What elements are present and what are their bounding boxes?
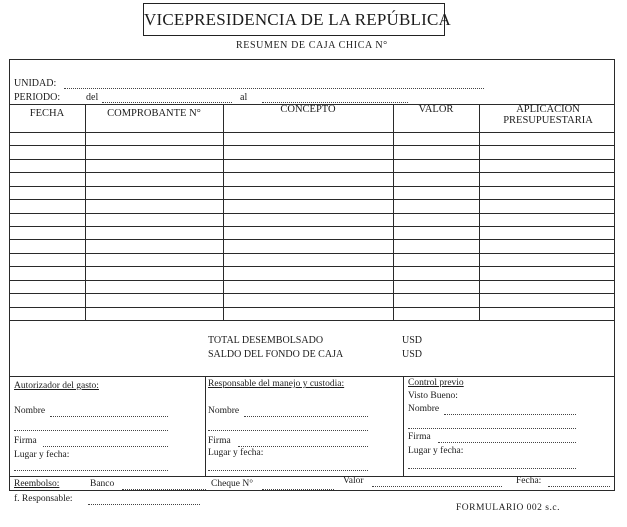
reembolso-responsable-field[interactable] (88, 504, 200, 505)
responsable-firma-field[interactable] (238, 446, 368, 447)
table-row[interactable] (9, 186, 615, 187)
column-separator (479, 104, 480, 320)
autorizador-lugar-field[interactable] (14, 470, 168, 471)
column-separator (393, 104, 394, 320)
table-row[interactable] (9, 226, 615, 227)
table-row[interactable] (9, 253, 615, 254)
table-row[interactable] (9, 213, 615, 214)
column-header-comprobante: COMPROBANTE N° (107, 108, 201, 119)
autorizador-firma-field[interactable] (43, 446, 168, 447)
reembolso-valor-label: Valor (343, 476, 364, 486)
autorizador-firma-label: Firma (14, 436, 37, 446)
responsable-lugar-label: Lugar y fecha: (208, 448, 264, 458)
responsable-heading: Responsable del manejo y custodia: (208, 379, 345, 389)
table-row[interactable] (9, 159, 615, 160)
responsable-nombre-field[interactable] (244, 416, 368, 417)
unidad-label: UNIDAD: (14, 78, 57, 89)
reembolso-valor-field[interactable] (372, 486, 502, 487)
reembolso-fecha-field[interactable] (548, 486, 610, 487)
reembolso-label: Reembolso: (14, 479, 60, 489)
control-firma-field[interactable] (438, 442, 576, 443)
control-lugar-field[interactable] (408, 468, 576, 469)
unidad-field[interactable] (64, 88, 484, 89)
periodo-al-label: al (240, 92, 248, 103)
reembolso-responsable-label: f. Responsable: (14, 494, 73, 504)
column-header-valor: VALOR (418, 104, 454, 115)
signature-separator (205, 376, 206, 476)
control-lugar-label: Lugar y fecha: (408, 446, 464, 456)
signature-separator (403, 376, 404, 476)
column-header-aplicacion: APLICACION PRESUPUESTARIA (503, 104, 593, 126)
periodo-del-label: del (86, 92, 99, 103)
periodo-label: PERIODO: (14, 92, 61, 103)
reembolso-cheque-label: Cheque N° (211, 479, 254, 489)
autorizador-heading: Autorizador del gasto: (14, 381, 99, 391)
reembolso-banco-label: Banco (90, 479, 115, 489)
table-row[interactable] (9, 172, 615, 173)
table-row[interactable] (9, 266, 615, 267)
reembolso-fecha-label: Fecha: (516, 476, 542, 486)
periodo-al-field[interactable] (262, 102, 408, 103)
column-separator (85, 104, 86, 320)
column-header-concepto: CONCEPTO (280, 104, 336, 115)
autorizador-lugar-label: Lugar y fecha: (14, 450, 70, 460)
saldo-fondo-label: SALDO DEL FONDO DE CAJA (208, 349, 344, 360)
reembolso-banco-field[interactable] (122, 489, 206, 490)
table-row[interactable] (9, 239, 615, 240)
responsable-nombre-field-2[interactable] (208, 430, 368, 431)
table-bottom-border (9, 320, 615, 321)
responsable-firma-label: Firma (208, 436, 231, 446)
autorizador-nombre-field-2[interactable] (14, 430, 168, 431)
signatures-top-border (9, 376, 615, 377)
form-code: FORMULARIO 002 s.c. (456, 503, 560, 513)
responsable-nombre-label: Nombre (208, 406, 240, 416)
control-nombre-label: Nombre (408, 404, 440, 414)
autorizador-nombre-field[interactable] (50, 416, 168, 417)
responsable-lugar-field[interactable] (208, 470, 368, 471)
document-subtitle: RESUMEN DE CAJA CHICA N° (236, 40, 388, 51)
total-desembolsado-label: TOTAL DESEMBOLSADO (208, 335, 324, 346)
total-currency: USD (402, 335, 423, 346)
document-title: VICEPRESIDENCIA DE LA REPÚBLICA (143, 3, 445, 36)
periodo-del-field[interactable] (102, 102, 232, 103)
table-row[interactable] (9, 293, 615, 294)
column-separator (223, 104, 224, 320)
reembolso-cheque-field[interactable] (262, 489, 334, 490)
table-row[interactable] (9, 199, 615, 200)
table-row[interactable] (9, 132, 615, 133)
control-firma-label: Firma (408, 432, 431, 442)
control-heading: Control previo (408, 378, 464, 388)
control-visto-label: Visto Bueno: (408, 391, 458, 401)
table-row[interactable] (9, 280, 615, 281)
saldo-currency: USD (402, 349, 423, 360)
table-row[interactable] (9, 145, 615, 146)
table-row[interactable] (9, 307, 615, 308)
column-header-fecha: FECHA (29, 108, 65, 119)
control-nombre-field[interactable] (444, 414, 576, 415)
control-nombre-field-2[interactable] (408, 428, 576, 429)
autorizador-nombre-label: Nombre (14, 406, 46, 416)
